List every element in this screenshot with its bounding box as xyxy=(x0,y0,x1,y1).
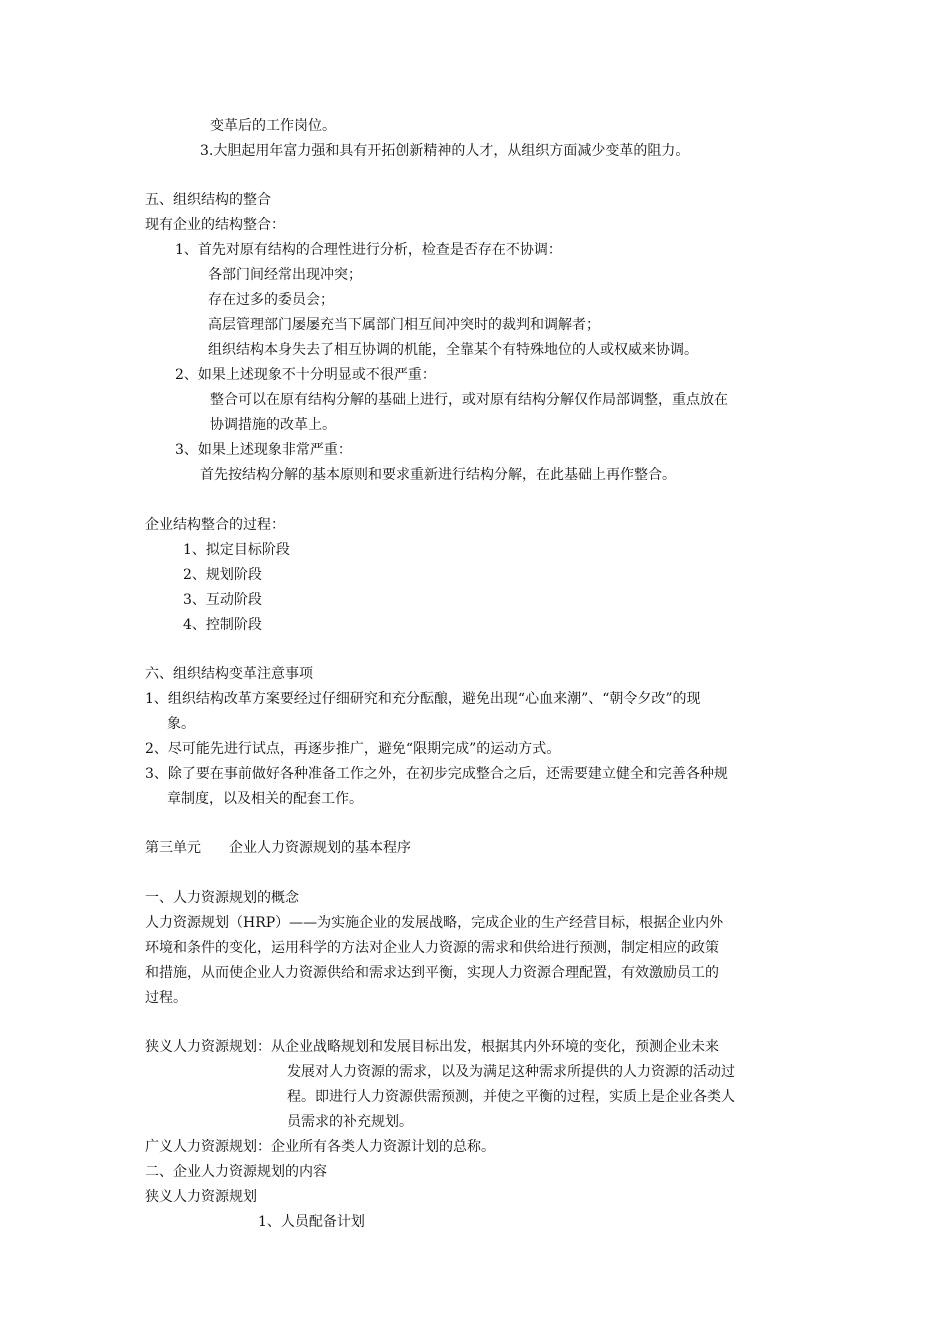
list-item: 3、除了要在事前做好各种准备工作之外，在初步完成整合之后，还需要建立健全和完善各种规 xyxy=(145,766,728,782)
text-line: 员需求的补充规划。 xyxy=(287,1114,413,1130)
text-line: 企业结构整合的过程： xyxy=(145,517,285,533)
text-line: 过程。 xyxy=(145,990,187,1006)
text-line: 和措施，从而使企业人力资源供给和需求达到平衡，实现人力资源合理配置，有效激励员工的 xyxy=(145,965,719,981)
text-line: 程。即进行人力资源供需预测，并使之平衡的过程，实质上是企业各类人 xyxy=(287,1089,735,1105)
section-heading: 六、组织结构变革注意事项 xyxy=(145,666,313,682)
text-line: 人力资源规划（HRP）——为实施企业的发展战略，完成企业的生产经营目标，根据企业内外 xyxy=(145,915,724,931)
text-line: 高层管理部门屡屡充当下属部门相互间冲突时的裁判和调解者； xyxy=(208,317,600,333)
text-line: 协调措施的改革上。 xyxy=(210,417,336,433)
list-item: 2、如果上述现象不十分明显或不很严重： xyxy=(175,367,436,383)
list-item: 2、规划阶段 xyxy=(183,567,262,583)
text-line: 3.大胆起用年富力强和具有开拓创新精神的人才，从组织方面减少变革的阻力。 xyxy=(200,143,690,159)
text-line: 章制度，以及相关的配套工作。 xyxy=(167,791,363,807)
list-item: 1、人员配备计划 xyxy=(258,1214,365,1230)
list-item: 3、如果上述现象非常严重： xyxy=(175,442,352,458)
text-line: 变革后的工作岗位。 xyxy=(210,118,336,134)
section-heading: 五、组织结构的整合 xyxy=(145,192,271,208)
text-line: 组织结构本身失去了相互协调的机能，全靠某个有特殊地位的人或权威来协调。 xyxy=(208,342,698,358)
list-item: 1、组织结构改革方案要经过仔细研究和充分酝酿，避免出现“心血来潮”、“朝令夕改”的现 xyxy=(145,691,701,707)
definition-line: 广义人力资源规划：企业所有各类人力资源计划的总称。 xyxy=(145,1139,495,1155)
text-line: 整合可以在原有结构分解的基础上进行，或对原有结构分解仅作局部调整，重点放在 xyxy=(210,392,728,408)
list-item: 1、拟定目标阶段 xyxy=(183,542,290,558)
list-item: 2、尽可能先进行试点，再逐步推广，避免“限期完成”的运动方式。 xyxy=(145,741,561,757)
text-line: 现有企业的结构整合： xyxy=(145,217,285,233)
text-line: 象。 xyxy=(167,716,195,732)
list-item: 1、首先对原有结构的合理性进行分析，检查是否存在不协调： xyxy=(175,242,562,258)
text-line: 首先按结构分解的基本原则和要求重新进行结构分解，在此基础上再作整合。 xyxy=(200,467,676,483)
text-line: 狭义人力资源规划 xyxy=(145,1189,257,1205)
section-heading: 二、企业人力资源规划的内容 xyxy=(145,1164,327,1180)
text-line: 环境和条件的变化，运用科学的方法对企业人力资源的需求和供给进行预测，制定相应的政策 xyxy=(145,940,719,956)
list-item: 4、控制阶段 xyxy=(183,617,262,633)
text-line: 各部门间经常出现冲突； xyxy=(208,267,362,283)
unit-heading: 第三单元 企业人力资源规划的基本程序 xyxy=(145,840,411,856)
definition-line: 狭义人力资源规划：从企业战略规划和发展目标出发，根据其内外环境的变化，预测企业未来 xyxy=(145,1039,719,1055)
text-line: 发展对人力资源的需求，以及为满足这种需求所提供的人力资源的活动过 xyxy=(287,1064,735,1080)
section-heading: 一、人力资源规划的概念 xyxy=(145,890,299,906)
text-line: 存在过多的委员会； xyxy=(208,292,334,308)
list-item: 3、互动阶段 xyxy=(183,592,262,608)
